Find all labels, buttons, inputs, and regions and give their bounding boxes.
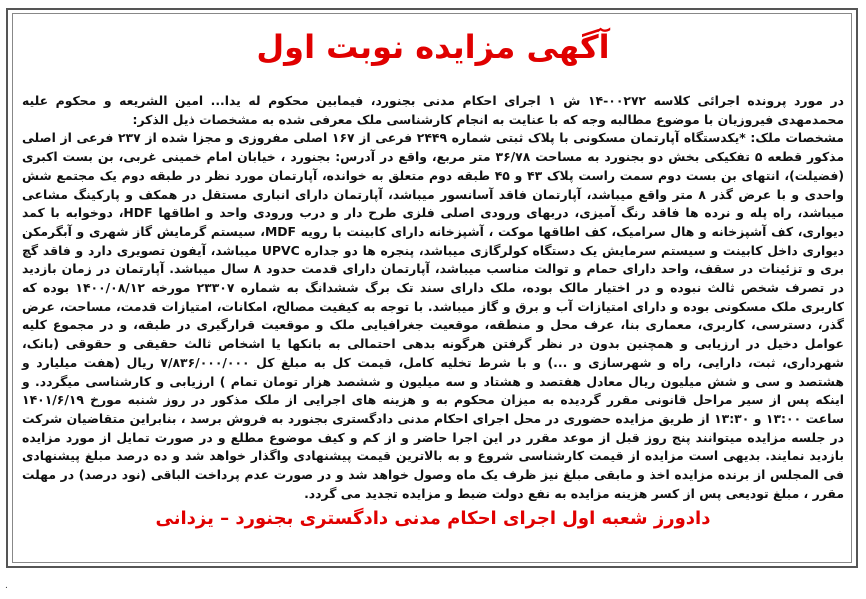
- notice-body: [22, 92, 844, 503]
- corner-mark: ۰: [4, 583, 9, 593]
- notice-intro-paragraph: در مورد پرونده اجرائی کلاسه ۰۰۲۷۲-۱۴ ش ۱ اجرای احکام مدنی بجنورد، فیمابین محکوم له یدا... امین الشریعه و محکوم علیه محمدمهدی فیروزیان با موضوع مطالبه وجه که با عنایت به انجام کارشناسی ملک معرفی شده به مشخصات ذیل الذکر:: [22, 93, 845, 127]
- notice-signature: دادورز شعبه اول اجرای احکام مدنی دادگستری بجنورد – یزدانی: [155, 508, 711, 529]
- notice-title: آگهی مزایده نوبت اول: [256, 28, 610, 66]
- notice-property-details: مشخصات ملک: *یکدستگاه آپارتمان مسکونی با پلاک ثبتی شماره ۲۴۴۹ فرعی از ۱۶۷ اصلی مفروزی و مجزا شده از ۲۳۷ فرعی از اصلی مذکور قطعه ۵ تفکیکی بخش دو بجنورد به مساحت ۳۶/۷۸ متر مربع، واقع در آدرس: بجنورد ، خیابان امام خمینی غربی، بن بست اکبری (فضیلت)، انتهای بن بست دوم سمت راست پلاک ۴۳ و ۴۵ طبقه دوم متعلق به خوانده، آپارتمان مورد نظر در طبقه دوم یک مجتمع شش واحدی و با عرض گذر ۸ متر واقع میباشد، آپارتمان فاقد آسانسور میباشد، آپارتمان دارای انباری مستقل در همکف و پارکینگ مشاعی میباشد، راه پله و نرده ها فاقد رنگ آمیزی، دربهای ورودی اصلی فلزی طرح دار و درب ورودی واحد و اطاقها HDF، دوخوابه با کمد دیواری، کف آشپزخانه و هال سرامیک، کف اطاقها موکت ، آشپزخانه دارای کابینت با رویه MDF، سیستم گرمایش گاز شهری و آبگرمکن دیواری داخل کابینت و سیستم سرمایش یک دستگاه کولرگازی میباشد، پنجره ها دو جداره UPVC میباشد، آیفون تصویری دارد و فاقد گچ بری و تزئینات در سقف، واحد دارای حمام و توالت مناسب میباشد، آپارتمان دارای قدمت حدود ۸ سال میباشد. آپارتمان در زمان بازدید در تصرف شخص ثالث نبوده و در اختیار مالک بوده، ملک دارای سند تک برگ ششدانگ به شماره ۲۳۳۰۷ مورخه ۱۴۰۰/۰۸/۱۲ بوده که کاربری ملک مسکونی بوده و دارای امتیازات آب و برق و گاز میباشد. با توجه به کیفیت مصالح، امکانات، امتیازات قدمت، مساحت، عرض گذر، دسترسی، کاربری، معماری بنا، عرف محل و منطقه، موقعیت جغرافیایی ملک و موقعیت قرارگیری در طبقه، و در مجموع کلیه عوامل دخیل در ارزیابی و همچنین بدون در نظر گرفتن هرگونه بدهی احتمالی به بانکها یا اشخاص ثالث حقیقی و حقوقی (بانک، شهرداری، ثبت، دارایی، راه و شهرسازی و ...) و با شرط تخلیه کامل، قیمت کل به مبلغ کل ۷/۸۳۶/۰۰۰/۰۰۰ ریال (هفت میلیارد و هشتصد و سی و شش میلیون ریال معادل هفتصد و هشتاد و سه میلیون و ششصد هزار تومان تمام ) ارزیابی و کارشناسی میگردد. و اینکه پس از سیر مراحل قانونی مقرر گردیده به میزان محکوم به و هزینه های اجرایی از ملک مذکور در روز شنبه مورخ ۱۴۰۱/۶/۱۹ ساعت ۱۳:۰۰ و ۱۳:۳۰ از طریق مزایده حضوری در محل اجرای احکام مدنی دادگستری بجنورد به فروش برسد ، بنابراین متقاضیان شرکت در جلسه مزایده میتوانند پنج روز قبل از موعد مقرر در این اجرا حاضر و از کم و کیف موضوع مطلع و در صورت تمایل از مورد مزایده بازدید نمایند. بدیهی است مزایده از قیمت کارشناسی شروع و به بالاترین قیمت پیشنهادی واگذار خواهد شد و ده درصد مبلغ پیشنهادی فی المجلس از برنده مزایده اخذ و مابقی مبلغ نیز ظرف یک ماه وصول خواهد شد و در صورت عدم پرداخت الباقی (نود درصد) در مهلت مقرر ، مبلغ تودیعی پس از کسر هزینه مزایده به نفع دولت ضبط و مزایده تجدید می گردد.: [22, 130, 845, 501]
